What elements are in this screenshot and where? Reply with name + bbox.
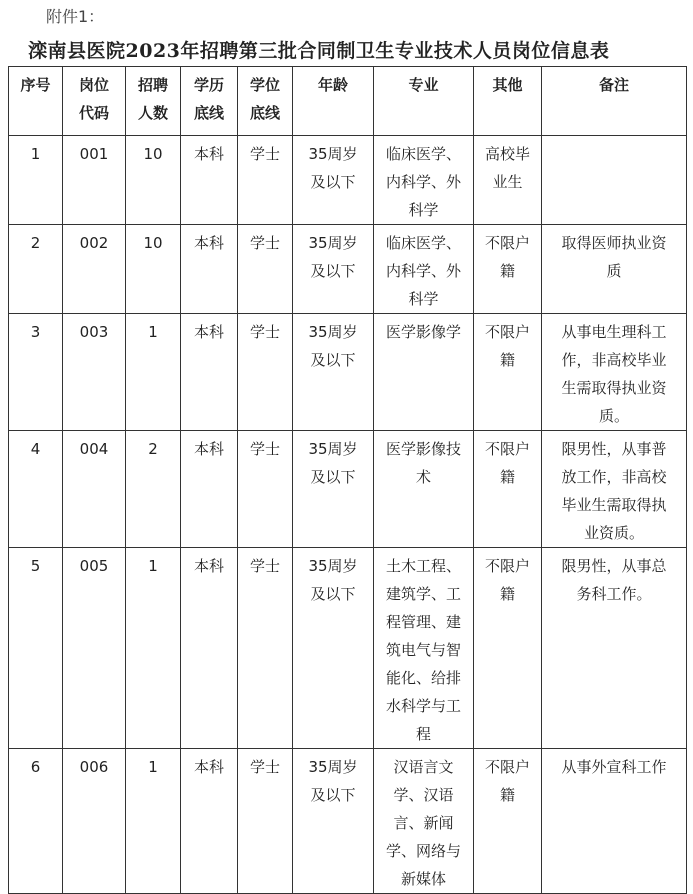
cell-code: 003	[63, 314, 126, 431]
cell-count: 10	[126, 225, 181, 314]
cell-education: 本科	[181, 548, 238, 749]
cell-count: 2	[126, 431, 181, 548]
cell-other: 不限户 籍	[474, 225, 542, 314]
cell-remarks: 限男性，从事普 放工作，非高校 毕业生需取得执 业资质。	[542, 431, 687, 548]
cell-seq: 4	[9, 431, 63, 548]
cell-education: 本科	[181, 314, 238, 431]
header-other: 其他	[474, 67, 542, 136]
cell-other: 不限户 籍	[474, 431, 542, 548]
header-code: 岗位 代码	[63, 67, 126, 136]
cell-code: 006	[63, 749, 126, 894]
table-row	[9, 548, 687, 749]
header-major: 专业	[374, 67, 474, 136]
cell-degree: 学士	[238, 749, 293, 894]
cell-count: 10	[126, 136, 181, 225]
cell-major: 医学影像学	[374, 314, 474, 431]
header-remarks: 备注	[542, 67, 687, 136]
cell-seq: 2	[9, 225, 63, 314]
cell-remarks: 从事电生理科工 作，非高校毕业 生需取得执业资 质。	[542, 314, 687, 431]
header-seq: 序号	[9, 67, 63, 136]
cell-remarks: 从事外宣科工作	[542, 749, 687, 894]
table-row	[9, 314, 687, 431]
table-row	[9, 225, 687, 314]
cell-remarks	[542, 136, 687, 225]
cell-major: 临床医学、 内科学、外 科学	[374, 225, 474, 314]
cell-code: 002	[63, 225, 126, 314]
cell-remarks: 限男性，从事总 务科工作。	[542, 548, 687, 749]
cell-other: 高校毕 业生	[474, 136, 542, 225]
cell-seq: 1	[9, 136, 63, 225]
cell-major: 临床医学、 内科学、外 科学	[374, 136, 474, 225]
cell-age: 35周岁 及以下	[293, 225, 374, 314]
cell-degree: 学士	[238, 548, 293, 749]
header-degree: 学位 底线	[238, 67, 293, 136]
cell-other: 不限户 籍	[474, 749, 542, 894]
header-education: 学历 底线	[181, 67, 238, 136]
table-row	[9, 431, 687, 548]
table-header-row	[9, 67, 687, 136]
cell-age: 35周岁 及以下	[293, 314, 374, 431]
cell-age: 35周岁 及以下	[293, 749, 374, 894]
cell-major: 土木工程、 建筑学、工 程管理、建 筑电气与智 能化、给排 水科学与工 程	[374, 548, 474, 749]
cell-education: 本科	[181, 431, 238, 548]
attachment-label: 附件1：	[46, 7, 105, 26]
cell-other: 不限户 籍	[474, 314, 542, 431]
cell-major: 汉语言文 学、汉语 言、新闻 学、网络与 新媒体	[374, 749, 474, 894]
cell-education: 本科	[181, 225, 238, 314]
cell-count: 1	[126, 548, 181, 749]
cell-other: 不限户 籍	[474, 548, 542, 749]
cell-degree: 学士	[238, 225, 293, 314]
header-count: 招聘 人数	[126, 67, 181, 136]
position-info-table	[8, 66, 687, 894]
cell-remarks: 取得医师执业资 质	[542, 225, 687, 314]
header-age: 年龄	[293, 67, 374, 136]
cell-education: 本科	[181, 749, 238, 894]
cell-education: 本科	[181, 136, 238, 225]
cell-degree: 学士	[238, 431, 293, 548]
cell-age: 35周岁 及以下	[293, 136, 374, 225]
table-row	[9, 749, 687, 894]
cell-code: 004	[63, 431, 126, 548]
cell-age: 35周岁 及以下	[293, 431, 374, 548]
cell-count: 1	[126, 314, 181, 431]
cell-degree: 学士	[238, 314, 293, 431]
cell-major: 医学影像技 术	[374, 431, 474, 548]
cell-seq: 5	[9, 548, 63, 749]
cell-seq: 3	[9, 314, 63, 431]
document-title: 滦南县医院2023年招聘第三批合同制卫生专业技术人员岗位信息表	[28, 40, 610, 62]
cell-age: 35周岁 及以下	[293, 548, 374, 749]
cell-code: 005	[63, 548, 126, 749]
table-row	[9, 136, 687, 225]
cell-code: 001	[63, 136, 126, 225]
cell-count: 1	[126, 749, 181, 894]
cell-seq: 6	[9, 749, 63, 894]
cell-degree: 学士	[238, 136, 293, 225]
